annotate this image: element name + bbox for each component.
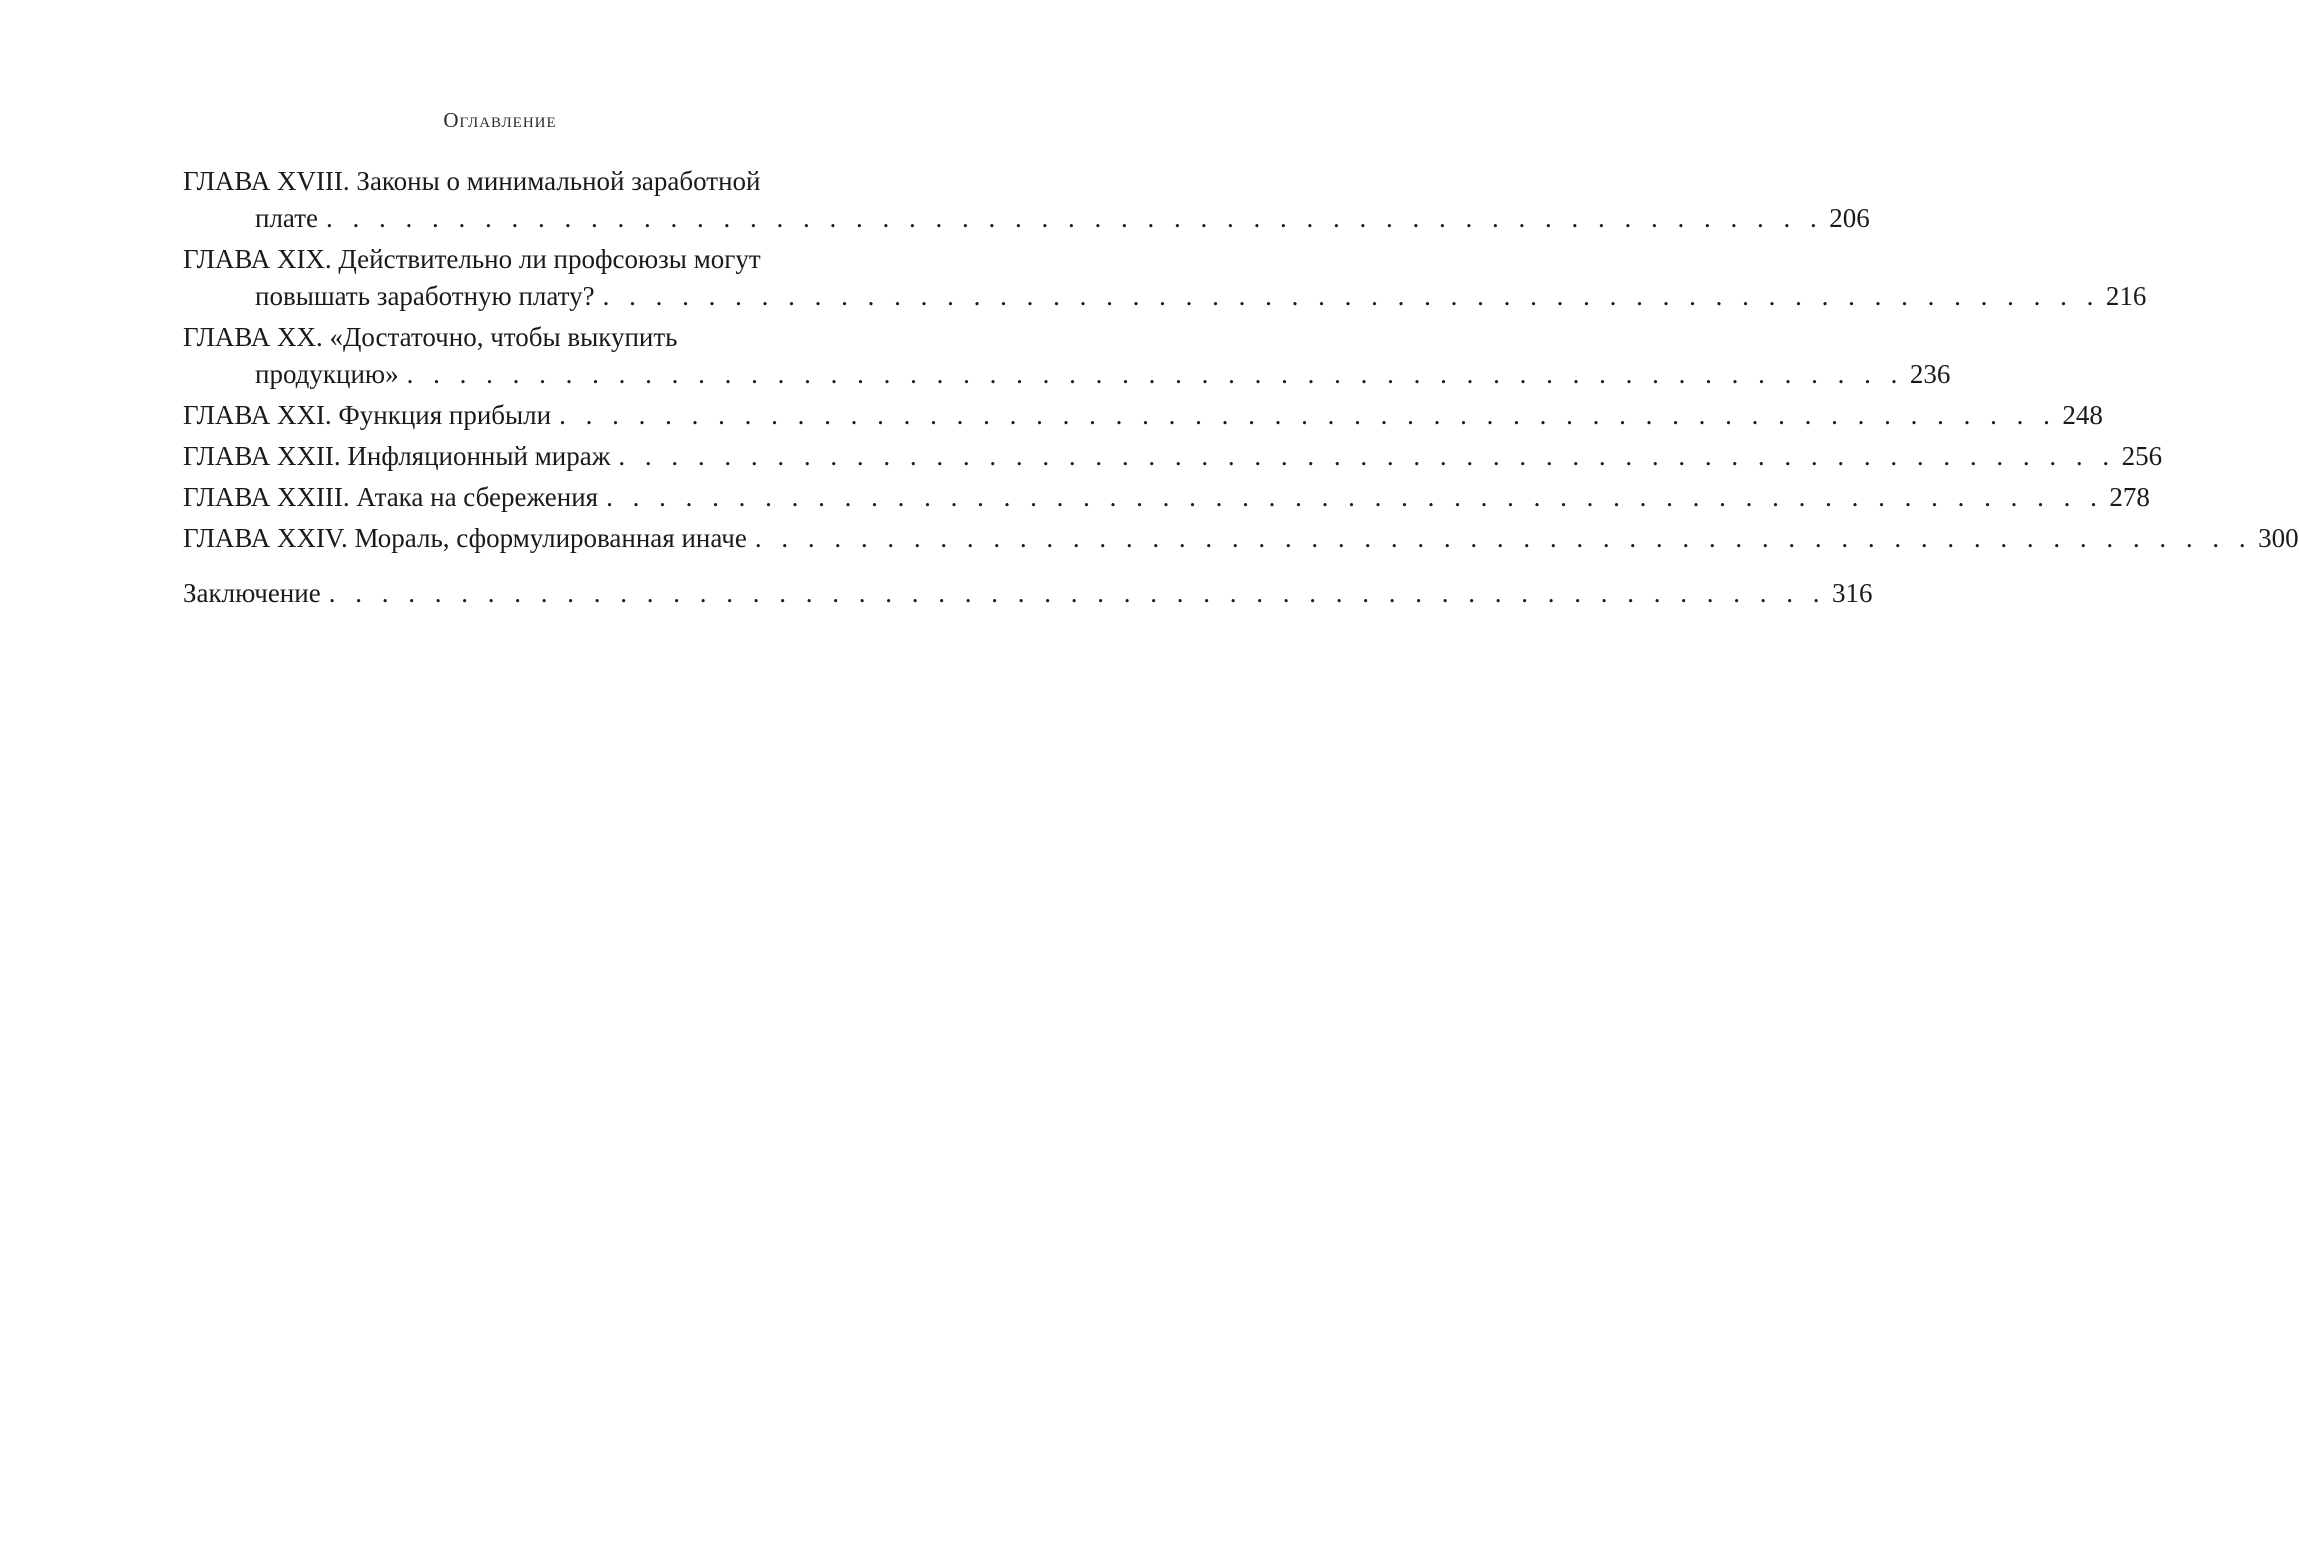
dot-leader: . . . . . . . . . . . . . . . . . . . . . . . . . . . . . . . . . . . . . . . . . . . . . . . . . . . . . . . . . [559, 400, 2057, 430]
toc-page-number: 248 [2062, 400, 2103, 430]
toc-entry-title: ГЛАВА XVIII. Законы о минимальной заработной [183, 166, 761, 196]
toc-entry [183, 241, 2147, 315]
toc-page-number: 256 [2121, 441, 2163, 471]
toc-entry [183, 163, 1870, 237]
dot-leader: . . . . . . . . . . . . . . . . . . . . . . . . . . . . . . . . . . . . . . . . . . . . . . . . . . . . . . . . . [326, 203, 1824, 233]
dot-leader: . . . . . . . . . . . . . . . . . . . . . . . . . . . . . . . . . . . . . . . . . . . . . . . . . . . . . . . . . [328, 578, 1826, 608]
dot-leader: . . . . . . . . . . . . . . . . . . . . . . . . . . . . . . . . . . . . . . . . . . . . . . . . . . . . . . . . . [754, 523, 2253, 553]
toc-entry [183, 397, 2103, 434]
toc-entry-title: Заключение [183, 578, 321, 608]
toc-entry [183, 520, 2299, 557]
toc-page-number: 206 [1829, 203, 1870, 233]
toc-entry-continuation [183, 356, 1951, 393]
toc-page-number: 278 [2109, 482, 2150, 512]
dot-leader: . . . . . . . . . . . . . . . . . . . . . . . . . . . . . . . . . . . . . . . . . . . . . . . . . . . . . . . . . [602, 281, 2100, 311]
toc-entry-title-continued: плате [255, 203, 318, 233]
toc-entry [183, 479, 2150, 516]
toc-entry [183, 438, 2163, 475]
toc-entry-title: ГЛАВА XXII. Инфляционный мираж [183, 441, 611, 471]
toc-page-number: 216 [2105, 281, 2147, 311]
toc-page-number: 300 [2258, 523, 2299, 553]
toc-entry [183, 575, 1873, 612]
table-of-contents [183, 163, 2299, 612]
dot-leader: . . . . . . . . . . . . . . . . . . . . . . . . . . . . . . . . . . . . . . . . . . . . . . . . . . . . . . . . . [606, 482, 2104, 512]
toc-page-number: 316 [1831, 578, 1873, 608]
dot-leader: . . . . . . . . . . . . . . . . . . . . . . . . . . . . . . . . . . . . . . . . . . . . . . . . . . . . . . . . . [618, 441, 2116, 471]
dot-leader: . . . . . . . . . . . . . . . . . . . . . . . . . . . . . . . . . . . . . . . . . . . . . . . . . . . . . . . . . [406, 359, 1904, 389]
toc-entry-title: ГЛАВА XIX. Действительно ли профсоюзы могут [183, 244, 761, 274]
toc-entry-title-continued: повышать заработную плату? [255, 281, 595, 311]
toc-entry [183, 319, 1951, 393]
toc-entry-title: ГЛАВА XXI. Функция прибыли [183, 400, 552, 430]
running-head: Оглавление [443, 108, 557, 132]
toc-entry-title: ГЛАВА XXIV. Мораль, сформулированная иначе [183, 523, 747, 553]
toc-entry-title: ГЛАВА XX. «Достаточно, чтобы выкупить [183, 322, 678, 352]
toc-entry-continuation [183, 200, 1870, 237]
toc-entry-title-continued: продукцию» [255, 359, 399, 389]
toc-page-number: 236 [1909, 359, 1951, 389]
toc-entry-continuation [183, 278, 2147, 315]
toc-entry-title: ГЛАВА XXIII. Атака на сбережения [183, 482, 599, 512]
